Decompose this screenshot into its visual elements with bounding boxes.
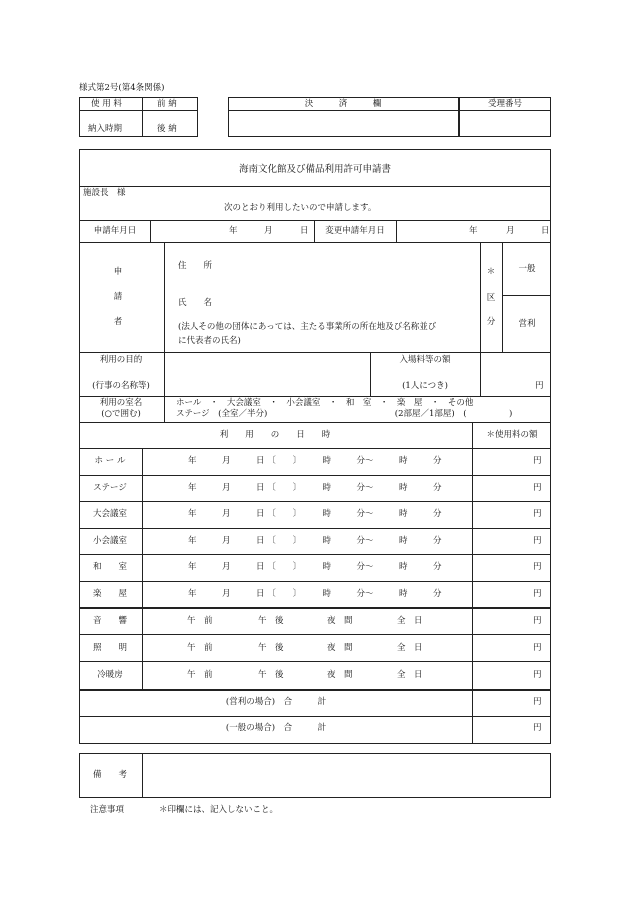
divider [370, 352, 371, 396]
schedule-datetime-fields: 年 月 日 〔 〕 時 分〜 時 分 [188, 456, 442, 466]
postpay-option: 後 納 [157, 124, 177, 134]
yen-unit: 円 [533, 723, 542, 733]
morning-option: 午 前 [187, 616, 213, 626]
yen-unit: 円 [533, 535, 542, 546]
addressee: 施設長 様 [83, 188, 126, 198]
divider [79, 634, 551, 635]
divider [79, 661, 551, 662]
schedule-datetime-fields: 年 月 日 〔 〕 時 分〜 時 分 [188, 509, 442, 519]
divider [79, 581, 551, 582]
divider [502, 295, 551, 296]
year-unit: 年 [469, 226, 478, 236]
divider [480, 242, 481, 352]
morning-option: 午 前 [187, 670, 213, 680]
schedule-room-label: 小会議室 [92, 535, 128, 546]
change-date-label: 変更申請年月日 [325, 226, 385, 236]
yen-unit: 円 [533, 616, 542, 626]
section-divider [79, 607, 551, 609]
divider [79, 528, 551, 529]
receipt-label: 受理番号 [487, 99, 523, 109]
divider [459, 110, 551, 111]
divider [79, 448, 551, 449]
schedule-datetime-fields: 年 月 日 〔 〕 時 分〜 時 分 [188, 588, 442, 599]
day-unit: 日 [300, 226, 309, 236]
applicant-label-1: 申 [113, 267, 123, 277]
allday-option: 全 日 [397, 643, 423, 653]
yen-unit: 円 [533, 482, 542, 493]
event-name-label: (行事の名称等) [92, 381, 150, 391]
divider [480, 352, 481, 396]
notes-text: ＊印欄には、記入しないこと。 [159, 805, 279, 815]
fee-amount-header: ＊使用料の額 [486, 430, 538, 440]
address-label: 住 所 [178, 261, 213, 271]
allday-option: 全 日 [397, 670, 423, 680]
divider [164, 396, 165, 422]
morning-option: 午 前 [187, 643, 213, 653]
month-unit: 月 [264, 226, 273, 236]
divider [142, 97, 143, 137]
afternoon-option: 午 後 [258, 670, 284, 680]
divider [142, 753, 143, 798]
corporate-note-2: に代表者の氏名) [178, 336, 241, 346]
yen-unit: 円 [535, 381, 544, 391]
admission-label: 入場料等の額 [399, 355, 451, 365]
equipment-name: 音 響 [92, 616, 128, 626]
schedule-room-label: ステージ [93, 482, 127, 493]
night-option: 夜 間 [327, 616, 353, 626]
divider [79, 501, 551, 502]
divider [396, 220, 397, 242]
night-option: 夜 間 [327, 643, 353, 653]
schedule-datetime-fields: 年 月 日 〔 〕 時 分〜 時 分 [188, 562, 442, 572]
remarks-box [79, 753, 551, 798]
applicant-label-2: 請 [113, 292, 123, 302]
form-number: 様式第2号(第4条関係) [79, 83, 165, 93]
section-divider [79, 689, 551, 691]
room-name-label: 利用の室名 [99, 398, 143, 408]
schedule-datetime-fields: 年 月 日 〔 〕 時 分〜 時 分 [188, 482, 442, 493]
schedule-room-label: 大会議室 [92, 509, 128, 519]
name-label: 氏 名 [178, 298, 213, 308]
night-option: 夜 間 [327, 670, 353, 680]
yen-unit: 円 [533, 509, 542, 519]
general-total-label: (一般の場合) 合 計 [225, 723, 327, 733]
remarks-label: 備 考 [92, 770, 128, 780]
purpose-label: 利用の目的 [99, 355, 143, 365]
yen-unit: 円 [533, 670, 542, 680]
divider [79, 422, 551, 423]
schedule-room-label: ホ ー ル [94, 456, 126, 466]
divider [228, 110, 459, 111]
divider [472, 422, 473, 744]
divider [79, 475, 551, 476]
year-unit: 年 [229, 226, 238, 236]
form-title: 海南文化館及び備品利用許可申請書 [238, 164, 392, 175]
applicant-label-3: 者 [113, 317, 123, 327]
divider [502, 242, 503, 352]
divider [142, 448, 143, 689]
month-unit: 月 [506, 226, 515, 236]
day-unit: 日 [541, 226, 550, 236]
prepay-option: 前 納 [157, 99, 177, 109]
category-commercial: 営利 [518, 319, 536, 329]
intro-text: 次のとおり利用したいので申請します。 [224, 203, 377, 213]
afternoon-option: 午 後 [258, 643, 284, 653]
fee-label: 使 用 料 [91, 99, 122, 109]
admission-per-person: (1人につき) [402, 381, 448, 391]
approval-label: 決 済 欄 [304, 99, 382, 109]
corporate-note-1: (法人その他の団体にあっては、主たる事業所の所在地及び名称並び [178, 322, 437, 332]
equipment-name: 照 明 [92, 643, 128, 653]
category-general: 一般 [518, 264, 536, 274]
divider [150, 220, 151, 242]
divider [164, 352, 165, 396]
schedule-room-label: 楽 屋 [92, 588, 128, 599]
divider [314, 220, 315, 242]
allday-option: 全 日 [397, 616, 423, 626]
afternoon-option: 午 後 [258, 616, 284, 626]
notes-label: 注意事項 [90, 805, 125, 815]
circle-instruction: (○で囲む) [101, 409, 141, 419]
yen-unit: 円 [533, 588, 542, 599]
room-options-detail: ステージ (全室／半分) (2部屋／1部屋) ( ) [176, 409, 513, 419]
yen-unit: 円 [533, 697, 542, 707]
timing-label: 納入時期 [88, 124, 123, 134]
schedule-datetime-fields: 年 月 日 〔 〕 時 分〜 時 分 [188, 535, 442, 546]
divider [79, 110, 198, 111]
yen-unit: 円 [533, 643, 542, 653]
divider [79, 554, 551, 555]
room-options: ホール ・ 大会議室 ・ 小会議室 ・ 和 室 ・ 楽 屋 ・ その他 [176, 398, 474, 408]
yen-unit: 円 [533, 456, 542, 466]
divider [79, 186, 551, 187]
category-label-2: 分 [486, 317, 496, 327]
divider [164, 242, 165, 352]
divider [79, 716, 551, 717]
application-date-label: 申請年月日 [93, 226, 137, 236]
equipment-name: 冷暖房 [97, 670, 123, 680]
yen-unit: 円 [533, 562, 542, 572]
divider [79, 396, 551, 397]
category-label-1: 区 [486, 293, 496, 303]
category-star: ＊ [486, 267, 496, 277]
schedule-room-label: 和 室 [92, 562, 128, 572]
commercial-total-label: (営利の場合) 合 計 [225, 697, 327, 707]
schedule-header: 利 用 の 日 時 [219, 430, 331, 440]
